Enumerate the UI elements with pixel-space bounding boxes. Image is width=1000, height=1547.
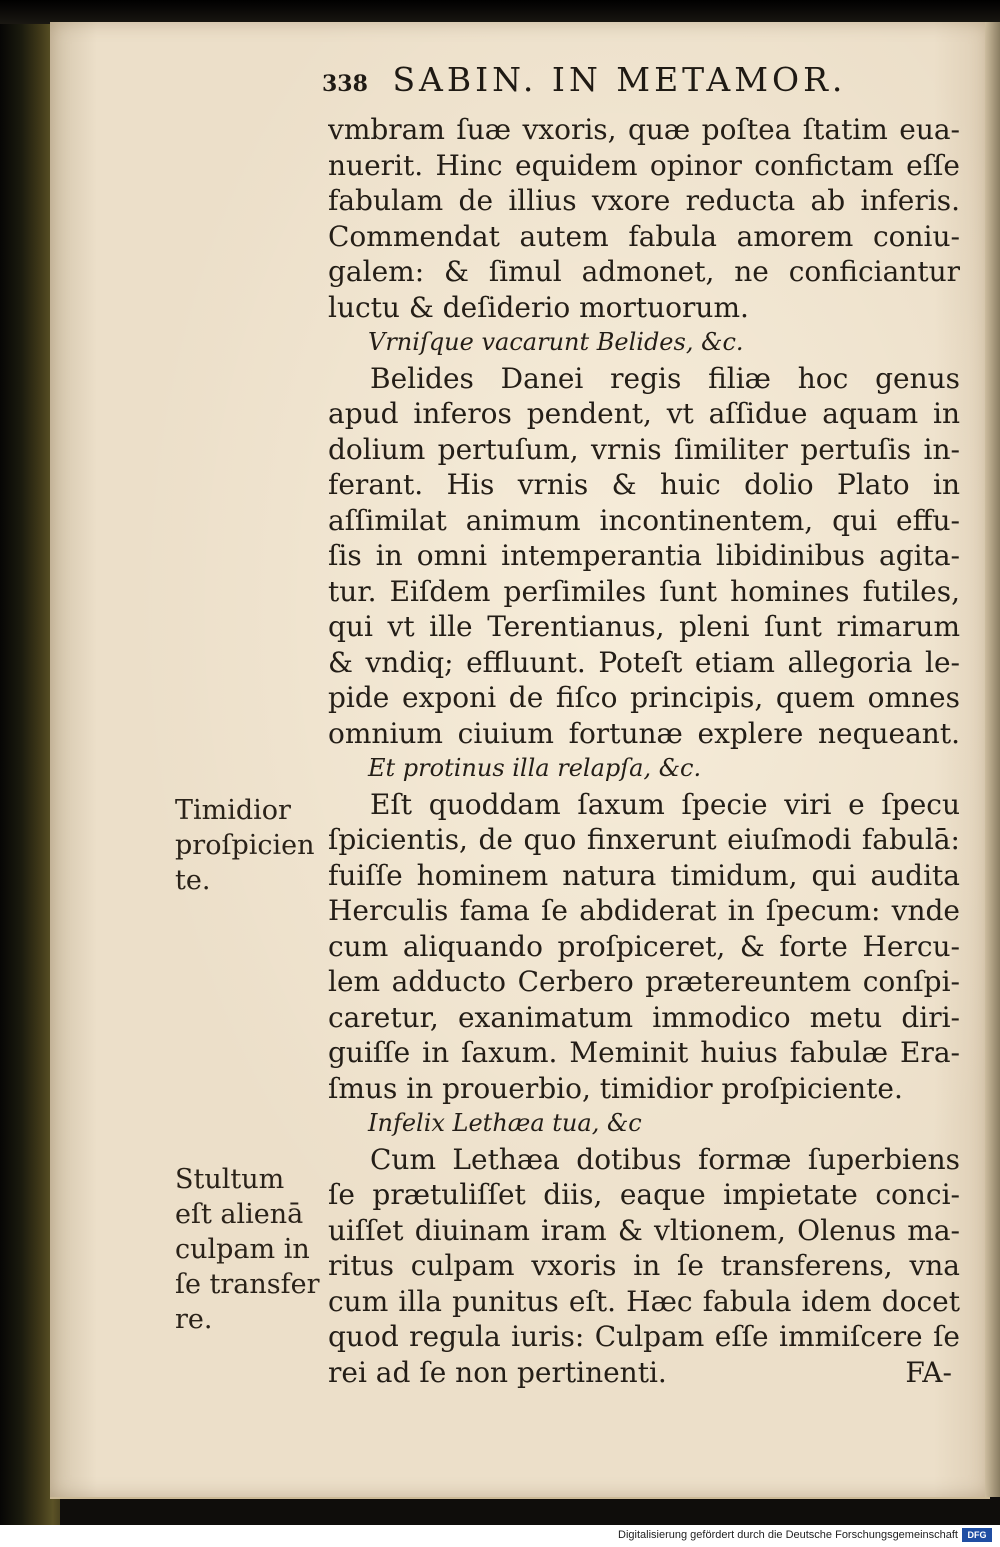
text-line: apud inferos pendent, vt aſſidue aquam in bbox=[328, 397, 960, 430]
funding-credit: Digitalisierung gefördert durch die Deutsche Forschungsgemeinschaft bbox=[618, 1529, 958, 1541]
margin-note-line: te. bbox=[175, 865, 211, 896]
text-line: ritus culpam vxoris in ſe transferens, vna bbox=[328, 1249, 960, 1282]
margin-note-line: proſpicien bbox=[175, 830, 315, 861]
text-line: ſmus in prouerbio, timidior proſpiciente. bbox=[328, 1071, 903, 1105]
margin-note-line: eſt alienā bbox=[175, 1199, 304, 1230]
running-title: SABIN. IN METAMOR. bbox=[392, 60, 847, 99]
text-line: lem adducto Cerbero prætereuntem conſpi- bbox=[328, 965, 960, 998]
text-line: caretur, exanimatum immodico metu diri- bbox=[328, 1000, 960, 1034]
body-text bbox=[328, 112, 960, 1390]
text-line: uiſſet diuinam iram & vltionem, Olenus ma- bbox=[328, 1213, 960, 1247]
text-line: dolium pertuſum, vrnis ſimiliter pertuſis in- bbox=[328, 432, 960, 466]
margin-note-line: Timidior bbox=[175, 795, 291, 826]
margin-note-line: Stultum bbox=[175, 1164, 285, 1195]
dfg-logo: DFG bbox=[962, 1528, 992, 1542]
text-line: Vrniſque vacarunt Belides, &c. bbox=[368, 328, 744, 356]
top-shadow bbox=[0, 0, 1000, 24]
text-line: ferant. His vrnis & huic dolio Plato in bbox=[328, 468, 960, 501]
margin-note-line: re. bbox=[175, 1304, 213, 1335]
text-line-content: rei ad ſe non pertinenti. bbox=[328, 1355, 667, 1389]
text-line bbox=[328, 1355, 960, 1391]
text-line: cum aliquando proſpiceret, & forte Hercu- bbox=[328, 929, 960, 963]
text-line: ſe prætuliſſet diis, eaque impietate conci- bbox=[328, 1178, 960, 1211]
text-line: Cum Lethæa dotibus formæ ſuperbiens bbox=[370, 1142, 960, 1176]
catchword: FA- bbox=[905, 1355, 952, 1389]
text-line: luctu & deſiderio mortuorum. bbox=[328, 290, 749, 324]
page-edge bbox=[985, 22, 1000, 1497]
text-line: omnium ciuium fortunæ explere nequeant. bbox=[328, 716, 960, 750]
text-line: fabulam de illius vxore reducta ab inferis. bbox=[328, 184, 960, 217]
text-line: galem: & ſimul admonet, ne conficiantur bbox=[328, 255, 960, 288]
text-line: Herculis fama ſe abdiderat in ſpecum: vnde bbox=[328, 894, 960, 927]
text-line: Infelix Lethæa tua, &c bbox=[368, 1109, 642, 1137]
margin-note-stultum bbox=[175, 1162, 325, 1337]
running-header bbox=[322, 60, 902, 104]
text-line: & vndiq; effluunt. Poteſt etiam allegoria le- bbox=[328, 645, 960, 679]
text-line: Belides Danei regis filiæ hoc genus bbox=[370, 361, 960, 395]
text-line: vmbram ſuæ vxoris, quæ poſtea ſtatim eua- bbox=[328, 113, 960, 146]
text-line: ſpicientis, de quo finxerunt eiuſmodi fabulā: bbox=[328, 823, 960, 856]
text-line: guiſſe in ſaxum. Meminit huius fabulæ Era- bbox=[328, 1036, 960, 1069]
text-line: fuiſſe hominem natura timidum, qui audita bbox=[328, 858, 960, 892]
text-line: pide exponi de fiſco principis, quem omnes bbox=[328, 681, 960, 714]
text-line: tur. Eiſdem perſimiles ſunt homines futiles, bbox=[328, 574, 960, 608]
text-line: qui vt ille Terentianus, pleni ſunt rimarum bbox=[328, 610, 960, 643]
text-line: cum illa punitus eſt. Hæc fabula idem docet bbox=[328, 1284, 960, 1318]
text-line: ſis in omni intemperantia libidinibus agita- bbox=[328, 539, 960, 572]
text-line: quod regula iuris: Culpam eſſe immiſcere ſe bbox=[328, 1320, 960, 1353]
margin-note-timidior bbox=[175, 793, 325, 898]
text-line: Eſt quoddam ſaxum ſpecie viri e ſpecu bbox=[370, 787, 960, 821]
digitization-footer bbox=[0, 1525, 1000, 1547]
text-line: Commendat autem fabula amorem coniu- bbox=[328, 219, 960, 253]
text-line: Et protinus illa relapſa, &c. bbox=[368, 754, 702, 782]
text-line: aſſimilat animum incontinentem, qui effu- bbox=[328, 503, 960, 537]
margin-note-line: ſe transfer bbox=[175, 1269, 320, 1300]
margin-note-line: culpam in bbox=[175, 1234, 310, 1265]
text-line: nuerit. Hinc equidem opinor confictam eſſe bbox=[328, 148, 960, 182]
page-number: 338 bbox=[322, 71, 368, 97]
